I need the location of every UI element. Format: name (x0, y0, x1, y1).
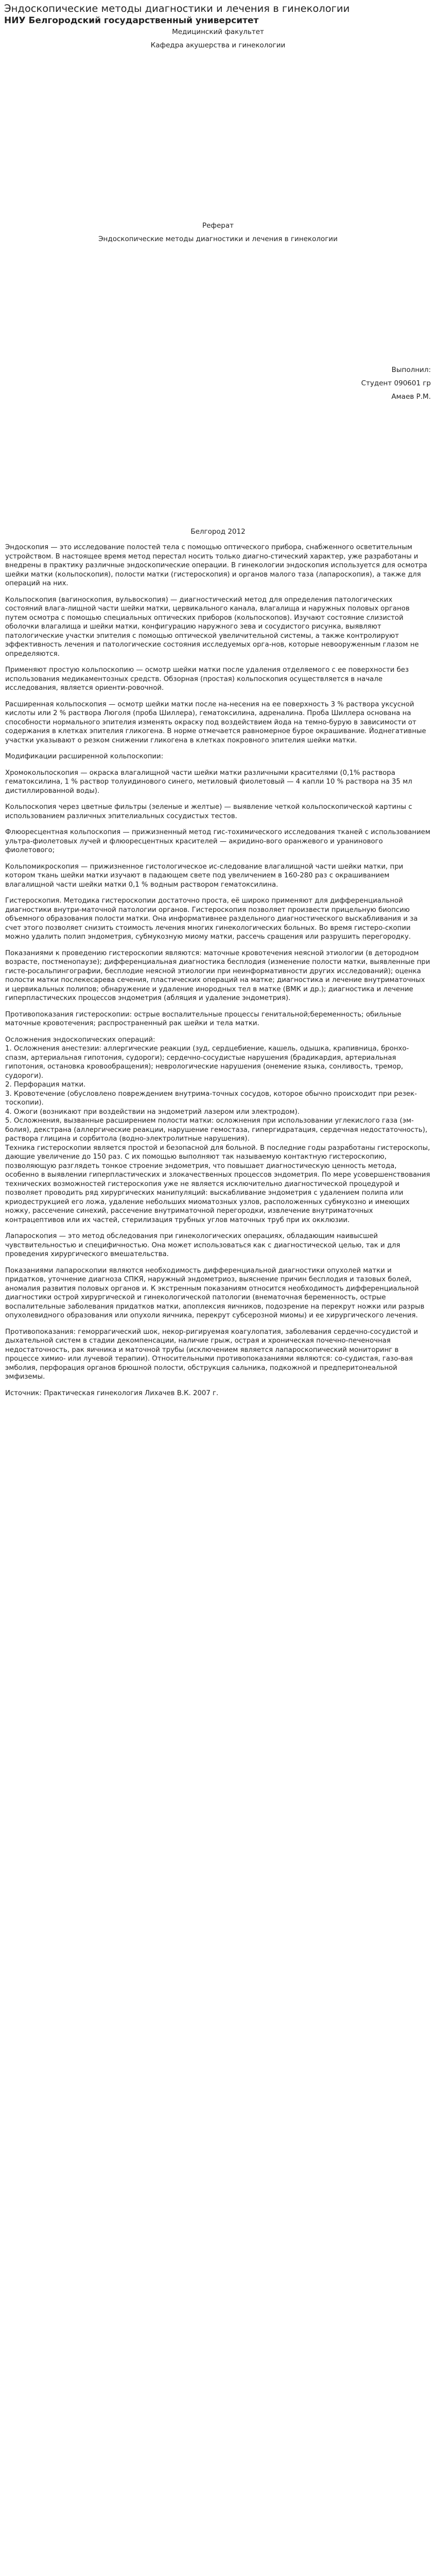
paragraph-indications: Показаниями к проведению гистероскопии являются: маточные кровотечения неясной этиологии (в детородном возрасте, постменопаузе); дифференциальная диагностика бесплодия (изменение полости матки, выявленные при гисте-росальпингографии, бесплодие неясной этиологии при неинформативности других исследований); оценка полости матки послекесарева сечения, пластических операций на матке; диагностика и лечение внутриматочных и цервикальных полипов; обнаружение и удаление инородных тел в матке (ВМК и др.); диагностика и лечение гиперпластических процессов эндометрия (абляция и удаление эндометрия). (5, 949, 430, 1002)
department-name: Кафедра акушерства и гинекологии (150, 41, 286, 49)
performed-label: Выполнил: (391, 366, 431, 374)
paragraph-color-filters: Кольпоскопия через цветные фильтры (зеленые и желтые) — выявление четкой кольпоскопической картины с использованием различных эпителиальных сосудистых тестов. (5, 803, 412, 820)
paragraph-complications: Осложнения эндоскопических операций: 1. Осложнения анестезии: аллергические реакции (зуд, сердцебиение, кашель, одышка, крапивница, бронхо-спазм, артериальная гипотония, судороги); сердечно-сосудистые нарушения (брадикардия, артериальная гипотония, остановка кровообращения); неврологические нарушения (онемение языка, сонливость, тремор, судороги). 2. Перфорация матки. 3. Кровотечение (обусловлено повреждением внутрима-точных сосудов, которое обычно происходит при резек-тоскопии). 4. Ожоги (возникают при воздействии на эндометрий лазером или электродом). 5. Осложнения, вызванные расширением полости матки: осложнения при использовании углекислого газа (эм-болия), декстрана (аллергические реакции, нарушение гемостаза, гипергидратация, сердечная недостаточность), раствора глицина и сорбитола (водно-электролитные нарушения). (5, 1036, 428, 1143)
paragraph-contraindications: Противопоказания гистероскопии: острые воспалительные процессы генитальной;беременность; обильные маточные кровотечения; распространенный рак шейки и тела матки. (5, 1010, 402, 1027)
city-year: Белгород 2012 (190, 528, 246, 536)
paragraph-laparoscopy: Лапароскопия — это метод обследования при гинекологических операциях, обладающим наивысшей чувствительностью и специфичностью. Она может использоваться как с диагностической целью, так и для проведения хирургического вмешательства. (5, 1232, 400, 1258)
paragraph-hysteroscopy: Гистероскопия. Методика гистероскопии достаточно проста, её широко применяют для дифференциальной диагностики внутри-маточной патологии органов. Гистероскопия позволяет произвести прицельную биопсию объемного образования полости матки. Она информативнее раздельного диагностического выскабливания и за счет этого позволяет снизить стоимость лечения многих гинекологических больных. Во время гистеро-скопии можно удалить полип эндометрия, субмукозную миому матки, рассечь сращения или разрушить перегородку. (5, 897, 418, 941)
paragraph-technique: Техника гистероскопии является простой и безопасной для больной. В последние годы разработаны гистероскопы, дающие увеличение до 150 раз. С их помощью выполняют так называемую контактную гистероскопию, позволяющую разглядеть тонкое строение эндометрия, что повышает диагностическую ценность метода, особенно в выявлении гиперпластических и злокачественных процессов эндометрия. По мере усовершенствования технических возможностей гистероскопия уже не является исключительно диагностической процедурой и позволяет проводить ряд хирургических манипуляций: выскабливание эндометрия с удалением полипа или криодеструкцией его ложа, удаление небольших миоматозных узлов, расположенных субмукозно и имеющих ножку, рассечение синехий, рассечение внутриматочной перегородки, извлечение внутриматочных контрацептивов или их частей, стерилизация трубных углов маточных труб при их окклюзии. (5, 1144, 430, 1224)
paragraph-fluorescent: Флюоресцентная кольпоскопия — прижизненный метод гис-тохимического исследования тканей с использованием ультра-фиолетовых лучей и флюоресцентных красителей — акридино-вого оранжевого и уранинового фиолетового; (5, 828, 430, 854)
paragraph-laparoscopy-indications: Показаниями лапароскопии являются необходимость дифференциальной диагностики опухолей матки и придатков, уточнение диагноза СПКЯ, наружный эндометриоз, выяснение причин бесплодия и тазовых болей, аномалия развития половых органов и. К экстренным показаниям относится необходимость дифференциальной диагностики острой хирургической и гинекологической патологии (внематочная беременность, острые воспалительные заболевания придатков матки, апоплексия яичников, подозрение на перекрут ножки или разрыв опухолевидного образования или опухоли яичника, перекрут субсерозной миомы) и ее хирургического лечения. (5, 1266, 425, 1319)
paragraph-laparoscopy-contraindications: Противопоказания: геморрагический шок, некор-ригируемая коагулопатия, заболевания сердечно-сосудистой и дыхательной систем в стадии декомпенсации, наличие грыж, острая и хроническая почечно-печеночная недостаточность, рак яичника и маточной трубы (исключением является лапароскопический мониторинг в процессе химио- или лучевой терапии). Относительными противопоказаниями являются: со-судистая, газо-вая эмболия, перфорация органов брюшной полости, обструкция сальника, подкожной и предперитонеальной эмфиземы. (5, 1328, 418, 1381)
university-name: НИУ Белгородский государственный университет (4, 15, 259, 26)
paragraph-colpomicroscopy: Кольпомикроскопия — прижизненное гистологическое ис-следование влагалищной части шейки матки, при котором ткань шейки матки изучают в падающем свете под увеличением в 160-280 раз с окрашиванием влагалищной части шейки матки 0,1 % водным раствором гематоксилина. (5, 862, 404, 889)
paragraph-simple-colposcopy: Применяют простую кольпоскопию — осмотр шейки матки после удаления отделяемого с ее поверхности без использования медикаментозных средств. Обзорная (простая) кольпоскопия осуществляется в начале исследования, является ориенти-ровочной. (5, 666, 409, 692)
paragraph-source: Источник: Практическая гинекология Лихачев В.К. 2007 г. (5, 1389, 219, 1397)
student-group: Студент 090601 гр (361, 379, 431, 387)
essay-body (5, 543, 430, 1405)
author-name: Амаев Р.М. (391, 393, 431, 401)
topic-line: Эндоскопические методы диагностики и лечения в гинекологии (98, 235, 338, 243)
paragraph-chromocolposcopy: Хромокольпоскопия — окраска влагалищной части шейки матки различными красителями (0,1% раствора гематоксилина, 1 % раствор толуидинового синего, метиловый фиолетовый — 4 капли 10 % раствора на 35 мл дистиллированной воды). (5, 769, 412, 795)
work-type: Реферат (202, 222, 234, 230)
paragraph-modifications: Модификации расширенной кольпоскопии: (5, 753, 164, 760)
paragraph-extended-colposcopy: Расширенная кольпоскопия — осмотр шейки матки после на-несения на ее поверхность 3 % раствора уксусной кислоты или 2 % раствора Люголя (проба Шиллера), гематоксилина, адреналина. Проба Шиллера основана на способности нормального эпителия изменять окраску под воздействием йода на темно-бурую в зависимости от содержания в клетках эпителия гликогена. В норме отмечается равномерное бурое окрашивание. Йоднегативные участки указывают о резком снижении гликогена в клетках покровного эпителия шейки матки. (5, 700, 426, 744)
paragraph-colposcopy: Кольпоскопия (вагиноскопия, вульвоскопия) — диагностический метод для определения патологических состояний влага-лищной части шейки матки, цервикального канала, влагалища и наружных половых органов путем осмотра с помощью специальных оптических приборов (кольпоскопов). Изучают состояние слизистой оболочки влагалища и шейки матки, конфигурацию наружного зева и сосудистого рисунка, выявляют патологические участки эпителия с помощью оптической увеличительной системы, а также контролируют эффективность лечения и патологические состояния исследуемых орга-нов, которые невооруженным глазом не определяются. (5, 596, 419, 658)
faculty-name: Медицинский факультет (172, 28, 264, 36)
paragraph-endoscopy: Эндоскопия — это исследование полостей тела с помощью оптического прибора, снабженного осветительным устройством. В настоящее время метод перестал носить только диагно-стический характер, уже разработаны и внедрены в практику различные эндоскопические операции. В гинекологии эндоскопия используется для осмотра шейки матки (кольпоскопия), полости матки (гистероскопия) и органов малого таза (лапароскопия), а также для операций на них. (5, 544, 427, 587)
document-title: Эндоскопические методы диагностики и лечения в гинекологии (4, 3, 350, 14)
